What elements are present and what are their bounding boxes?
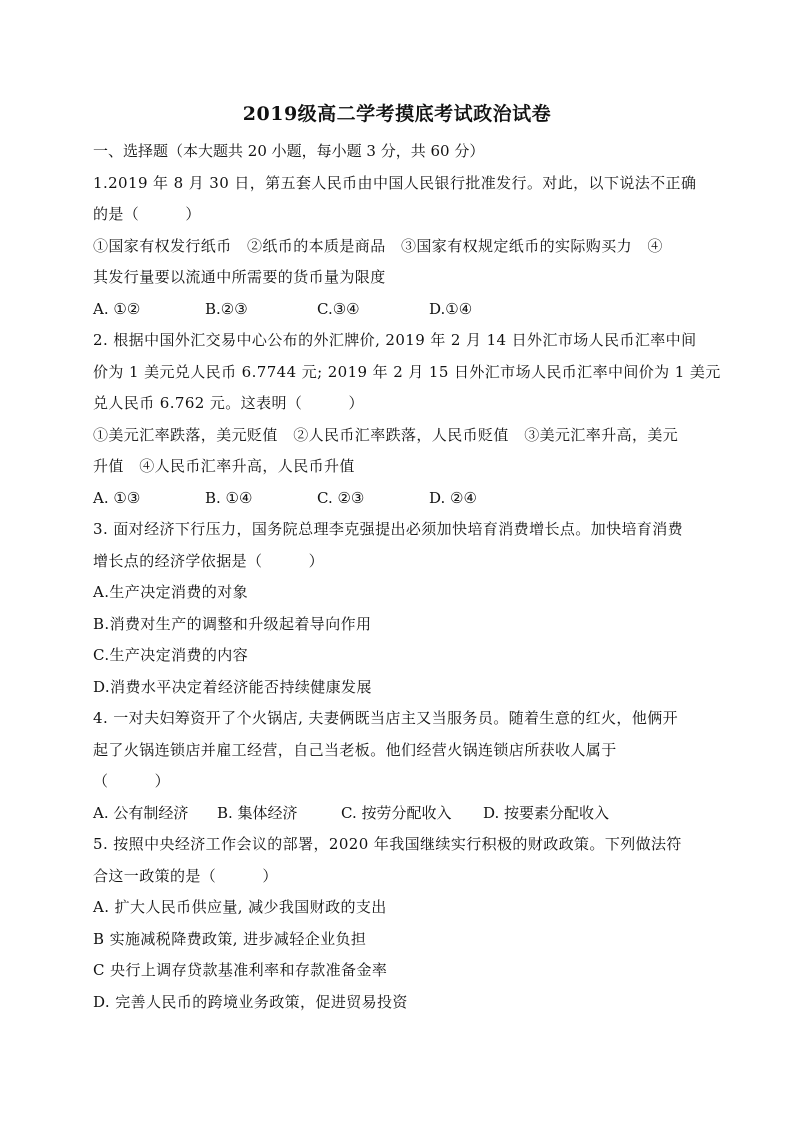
question-line: 升值 ④人民币汇率升高，人民币升值 [93, 457, 355, 475]
option-d: D.①④ [429, 299, 473, 318]
option-a: A. 公有制经济 [93, 803, 189, 822]
question-line: 4. 一对夫妇筹资开了个火锅店, 夫妻俩既当店主又当服务员。随着生意的红火，他俩开 [93, 709, 679, 727]
question-line: 价为 1 美元兑人民币 6.7744 元; 2019 年 2 月 15 日外汇市场人民币汇率中间价为 1 美元 [93, 362, 721, 381]
option-d: D. ②④ [429, 488, 477, 507]
question-line: ①美元汇率跌落，美元贬值 ②人民币汇率跌落，人民币贬值 ③美元汇率升高，美元 [93, 425, 679, 444]
option-c: C. 按劳分配收入 [341, 803, 452, 822]
option-a: A. ①③ [93, 488, 141, 507]
option-a: A. ①② [93, 299, 141, 318]
question-line: （ ） [93, 772, 171, 790]
question-line: 3. 面对经济下行压力，国务院总理李克强提出必须加快培育消费增长点。加快培育消费 [93, 520, 684, 538]
question-line: 2. 根据中国外汇交易中心公布的外汇牌价, 2019 年 2 月 14 日外汇市场人民币汇率中间 [93, 331, 697, 349]
option-d: D. 完善人民币的跨境业务政策，促进贸易投资 [93, 992, 408, 1011]
question-line: 起了火锅连锁店并雇工经营，自己当老板。他们经营火锅连锁店所获收人属于 [93, 740, 617, 759]
exam-page [93, 100, 721, 1018]
option-c: C.生产决定消费的内容 [93, 646, 249, 664]
question-1 [93, 168, 701, 326]
question-line: 1.2019 年 8 月 30 日，第五套人民币由中国人民银行批准发行。对此，以下说法不正确 [93, 173, 697, 192]
question-line: 的是（ ） [93, 205, 201, 223]
question-4 [93, 703, 701, 829]
option-d: D.消费水平决定着经济能否持续健康发展 [93, 677, 372, 696]
answer-options [93, 798, 701, 830]
question-line: 5. 按照中央经济工作会议的部署，2020 年我国继续实行积极的财政政策。下列做法符 [93, 835, 682, 853]
page-title: 2019级高二学考摸底考试政治试卷 [242, 103, 552, 125]
answer-options [93, 294, 701, 326]
question-line: ①国家有权发行纸币 ②纸币的本质是商品 ③国家有权规定纸币的实际购买力 ④ [93, 236, 663, 255]
option-d: D. 按要素分配收入 [483, 803, 610, 822]
question-2 [93, 325, 721, 514]
option-b: B 实施减税降费政策, 进步减轻企业负担 [93, 929, 367, 948]
option-a: A. 扩大人民币供应量, 减少我国财政的支出 [93, 898, 387, 916]
question-3 [93, 514, 701, 703]
option-b: B. 集体经济 [217, 803, 298, 822]
option-c: C 央行上调存贷款基准利率和存款准备金率 [93, 961, 388, 979]
option-c: C. ②③ [317, 488, 365, 507]
question-line: 增长点的经济学依据是（ ） [93, 551, 325, 570]
section-heading: 一、选择题（本大题共 20 小题，每小题 3 分，共 60 分） [93, 142, 485, 160]
option-c: C.③④ [317, 299, 360, 318]
option-a: A.生产决定消费的对象 [93, 583, 249, 601]
option-b: B.②③ [205, 299, 248, 318]
question-5 [93, 829, 701, 1018]
option-b: B.消费对生产的调整和升级起着导向作用 [93, 614, 372, 633]
question-line: 其发行量要以流通中所需要的货币量为限度 [93, 268, 386, 286]
question-line: 合这一政策的是（ ） [93, 866, 278, 885]
option-b: B. ①④ [205, 488, 253, 507]
answer-options [93, 483, 701, 515]
question-line: 兑人民币 6.762 元。这表明（ ） [93, 394, 364, 412]
